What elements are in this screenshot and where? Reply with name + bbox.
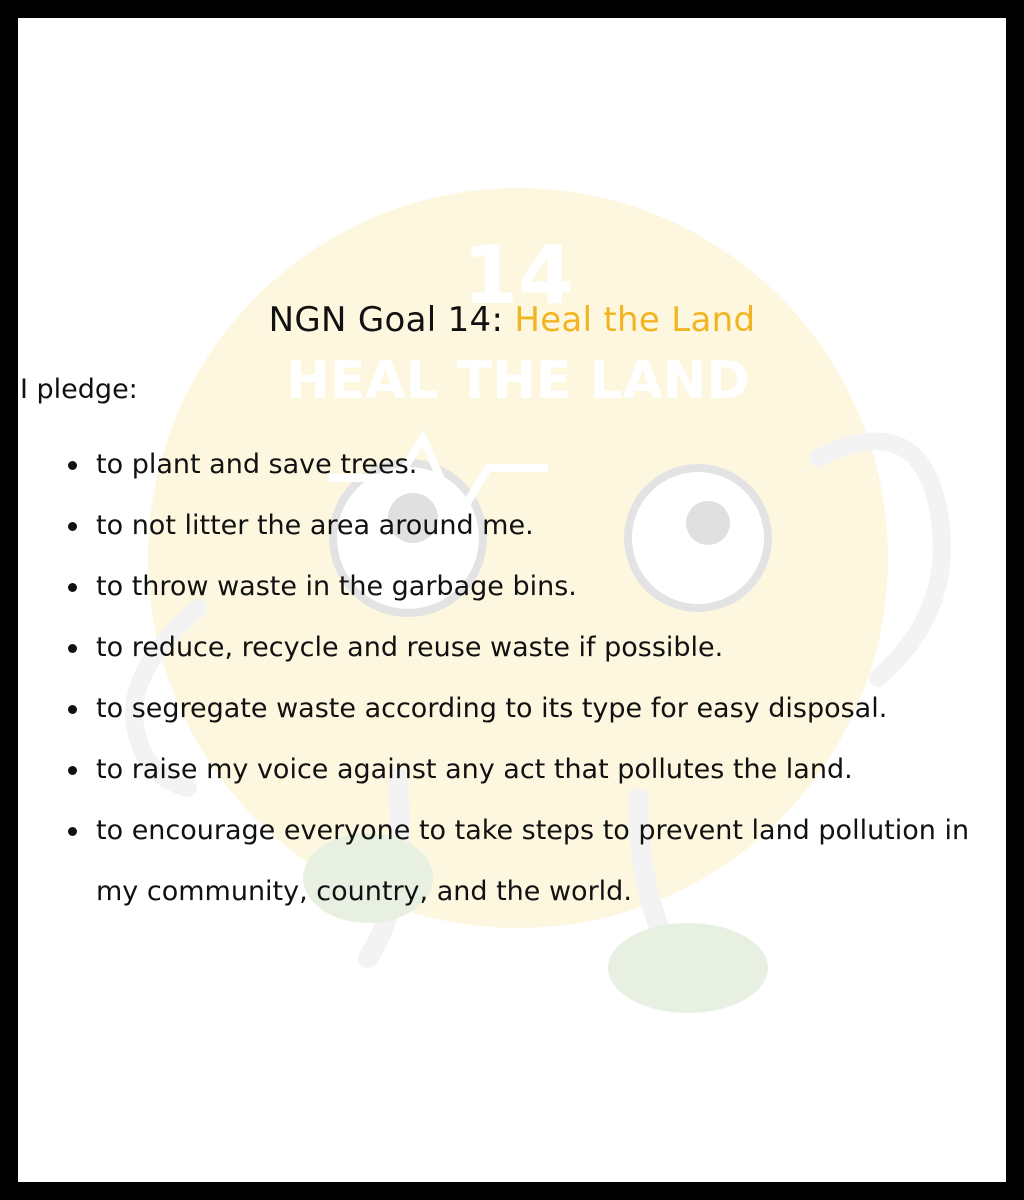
bullet-icon <box>68 827 77 836</box>
bullet-icon <box>68 522 77 531</box>
pledge-intro: I pledge: <box>20 374 138 405</box>
pledge-item: to raise my voice against any act that pollutes the land. <box>66 739 996 800</box>
bullet-icon <box>68 705 77 714</box>
pledge-item: to encourage everyone to take steps to prevent land pollution in my community, country, and the world. <box>66 800 996 922</box>
pledge-item: to reduce, recycle and reuse waste if possible. <box>66 617 996 678</box>
bullet-icon <box>68 644 77 653</box>
bullet-icon <box>68 461 77 470</box>
pledge-item: to segregate waste according to its type for easy disposal. <box>66 678 996 739</box>
bullet-icon <box>68 583 77 592</box>
page-title <box>18 300 1006 340</box>
bullet-icon <box>68 766 77 775</box>
watermark-number: 14 <box>462 229 574 322</box>
watermark-label: HEAL THE LAND <box>286 351 750 411</box>
pledge-item: to plant and save trees. <box>66 434 996 495</box>
pledge-list <box>66 434 996 922</box>
pledge-card <box>18 18 1006 1182</box>
title-accent: Heal the Land <box>514 300 756 340</box>
title-prefix: NGN Goal 14: <box>268 300 515 340</box>
pledge-item: to throw waste in the garbage bins. <box>66 556 996 617</box>
pledge-item: to not litter the area around me. <box>66 495 996 556</box>
